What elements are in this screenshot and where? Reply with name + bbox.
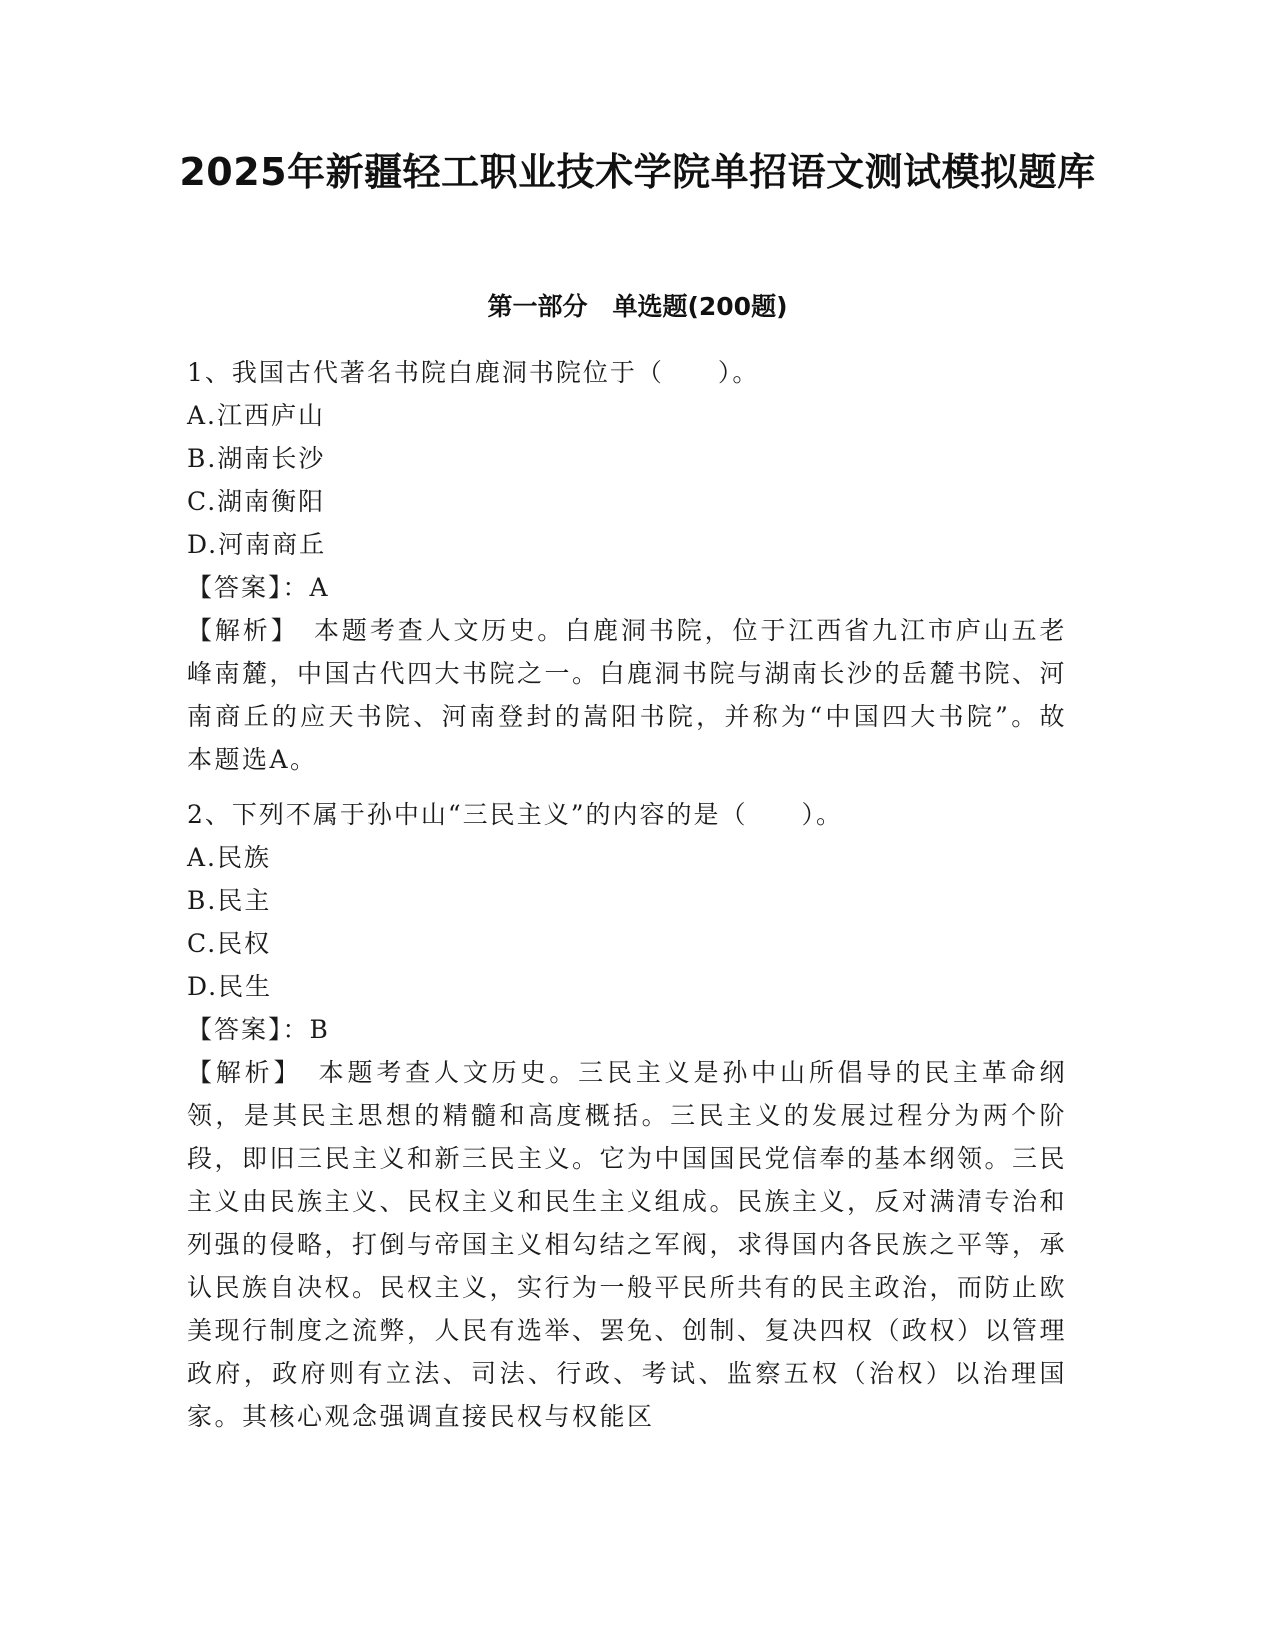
- question-list: [187, 351, 1067, 1438]
- answer-line: [187, 1008, 1067, 1051]
- answer-line: [187, 566, 1067, 609]
- analysis-paragraph: [187, 1051, 1067, 1438]
- question-stem: 1、我国古代著名书院白鹿洞书院位于（ ）。: [187, 358, 760, 387]
- option-d: D.河南商丘: [187, 530, 327, 559]
- option-a: A.民族: [187, 843, 272, 872]
- option-c: C.湖南衡阳: [187, 487, 326, 516]
- document-title: 2025年新疆轻工职业技术学院单招语文测试模拟题库: [179, 150, 1096, 194]
- question-1: [187, 351, 1067, 781]
- option-c: C.民权: [187, 929, 272, 958]
- analysis-text: 本题考查人文历史。三民主义是孙中山所倡导的民主革命纲领，是其民主思想的精髓和高度概括。三民主义的发展过程分为两个阶段，即旧三民主义和新三民主义。它为中国国民党信奉的基本纲领。三民主义由民族主义、民权主义和民生主义组成。民族主义，反对满清专治和列强的侵略，打倒与帝国主义相勾结之军阀，求得国内各民族之平等，承认民族自决权。民权主义，实行为一般平民所共有的民主政治，而防止欧美现行制度之流弊，人民有选举、罢免、创制、复决四权（政权）以管理政府，政府则有立法、司法、行政、考试、监察五权（治权）以治理国家。其核心观念强调直接民权与权能区: [187, 1058, 1068, 1431]
- answer-value: B: [309, 1015, 330, 1044]
- option-d: D.民生: [187, 972, 273, 1001]
- question-2: [187, 793, 1067, 1438]
- answer-label: 【答案】：: [187, 1015, 310, 1044]
- option-b: B.民主: [187, 886, 272, 915]
- analysis-text: 本题考查人文历史。白鹿洞书院，位于江西省九江市庐山五老峰南麓，中国古代四大书院之一。白鹿洞书院与湖南长沙的岳麓书院、河南商丘的应天书院、河南登封的嵩阳书院，并称为“中国四大书院”。故本题选A。: [187, 616, 1068, 774]
- section-title: 第一部分 单选题(200题): [487, 292, 788, 321]
- option-a: A.江西庐山: [187, 401, 326, 430]
- analysis-label: 【解析】: [187, 616, 315, 645]
- answer-value: A: [309, 573, 330, 602]
- question-stem: 2、下列不属于孙中山“三民主义”的内容的是（ ）。: [187, 800, 843, 829]
- option-b: B.湖南长沙: [187, 444, 326, 473]
- analysis-paragraph: [187, 609, 1067, 781]
- analysis-label: 【解析】: [187, 1058, 319, 1087]
- answer-label: 【答案】：: [187, 573, 310, 602]
